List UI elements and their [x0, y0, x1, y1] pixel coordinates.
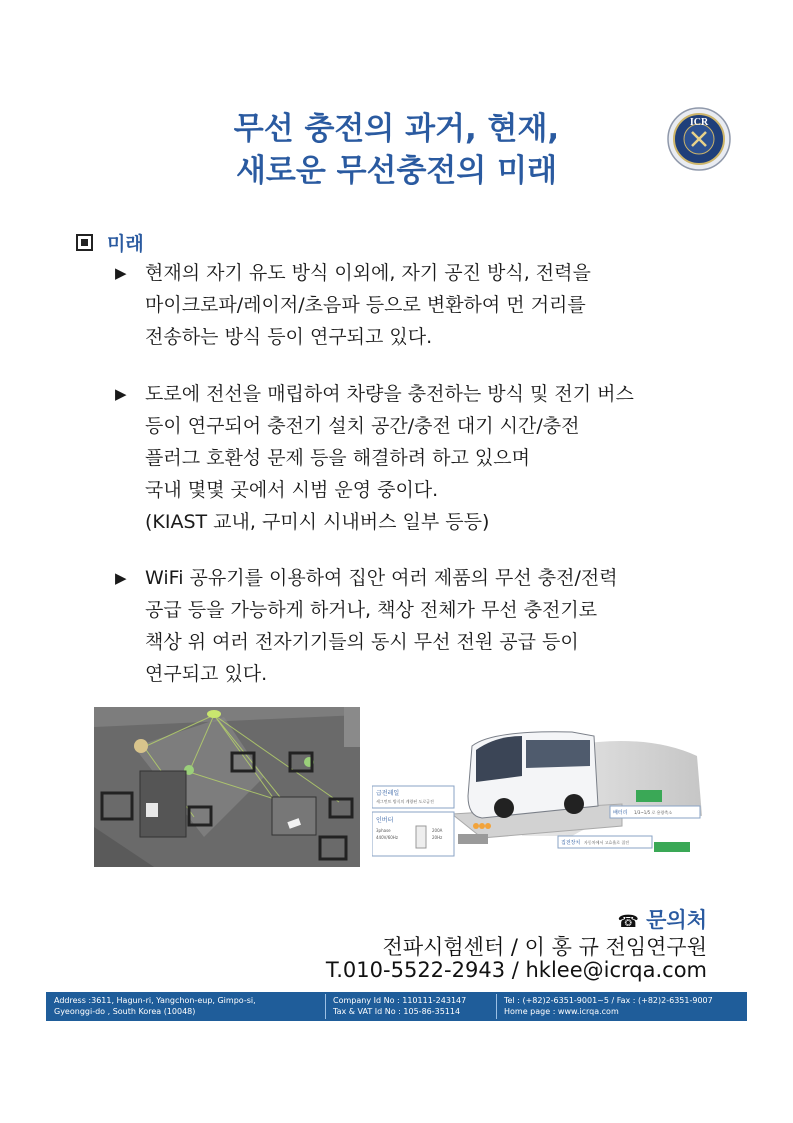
rail-sublabel: 세그먼트 방식의 계량된 도로급전 [376, 799, 434, 804]
inverter-value: 20Hz [432, 835, 443, 840]
square-bullet-icon [76, 234, 93, 251]
footer-address-1: Address :3611, Hagun-ri, Yangchon-eup, Gimpo-si, [54, 996, 256, 1005]
footer-company-id: Company Id No : 110111-243147 [333, 996, 467, 1005]
inverter-label: 인버터 [376, 817, 394, 824]
triangle-bullet-icon: ▶ [115, 264, 127, 282]
battery-label: 배터리 [613, 810, 628, 816]
footer-tel-fax: Tel : (+82)2-6351-9001~5 / Fax : (+82)2-6351-9007 [504, 996, 713, 1005]
bullet-line: 연구되고 있다. [145, 663, 268, 685]
rail-label: 급전레일 [376, 790, 400, 797]
bullet-line: 국내 몇몇 곳에서 시범 운영 중이다. [145, 479, 439, 501]
bullet-item [115, 378, 634, 538]
section-heading [76, 229, 144, 256]
inverter-spec: 440V/60Hz [376, 835, 398, 840]
bullet-line: 공급 등을 가능하게 하거나, 책상 전체가 무선 충전기로 [145, 599, 598, 621]
bullet-line: 플러그 호환성 문제 등을 해결하려 하고 있으며 [145, 447, 530, 469]
bullet-line: 등이 연구되어 충전기 설치 공간/충전 대기 시간/충전 [145, 415, 580, 437]
section-label: 미래 [107, 233, 144, 255]
contact-tel-email: T.010-5522-2943 / hklee@icrqa.com [325, 958, 707, 982]
logo-text: ICR [689, 117, 709, 128]
wifi-room-image [94, 707, 360, 867]
pickup-label: 집전장치 [561, 840, 581, 846]
contact-heading-label: 문의처 [646, 908, 707, 932]
title-line-2: 새로운 무선충전의 미래 [235, 153, 558, 189]
inverter-spec: 3phase [376, 828, 391, 833]
contact-heading [618, 904, 707, 934]
bullet-line: WiFi 공유기를 이용하여 집안 여러 제품의 무선 충전/전력 [145, 567, 618, 589]
icr-logo [666, 106, 732, 172]
electric-bus-diagram [372, 726, 702, 876]
triangle-bullet-icon: ▶ [115, 569, 127, 587]
phone-icon: ☎ [617, 912, 639, 932]
bullet-line: (KIAST 교내, 구미시 시내버스 일부 등등) [145, 511, 490, 533]
bullet-line: 전송하는 방식 등이 연구되고 있다. [145, 326, 433, 348]
bullet-item [115, 257, 591, 353]
page-title [150, 108, 643, 192]
footer-homepage: Home page : www.icrqa.com [504, 1007, 619, 1016]
bullet-line: 도로에 전선을 매립하여 차량을 충전하는 방식 및 전기 버스 [145, 383, 634, 405]
pickup-sublabel: 자동차에서 고효율로 집전 [584, 840, 630, 845]
bullet-item [115, 562, 618, 690]
footer-bar [46, 992, 747, 1021]
footer-divider [496, 994, 497, 1019]
inverter-value: 200A [432, 828, 443, 833]
title-line-1: 무선 충전의 과거, 현재, [233, 111, 560, 147]
footer-tax-id: Tax & VAT Id No : 105-86-35114 [333, 1007, 461, 1016]
bullet-line: 마이크로파/레이저/초음파 등으로 변환하여 먼 거리를 [145, 294, 586, 316]
triangle-bullet-icon: ▶ [115, 385, 127, 403]
bullet-line: 현재의 자기 유도 방식 이외에, 자기 공진 방식, 전력을 [145, 262, 591, 284]
bullet-line: 책상 위 여러 전자기기들의 동시 무선 전원 공급 등이 [145, 631, 579, 653]
contact-person: 전파시험센터 / 이 홍 규 전임연구원 [382, 935, 707, 959]
footer-address-2: Gyeonggi-do , South Korea (10048) [54, 1007, 196, 1016]
battery-sublabel: 1/3~1/5 로 용량축소 [634, 810, 673, 815]
footer-divider [325, 994, 326, 1019]
